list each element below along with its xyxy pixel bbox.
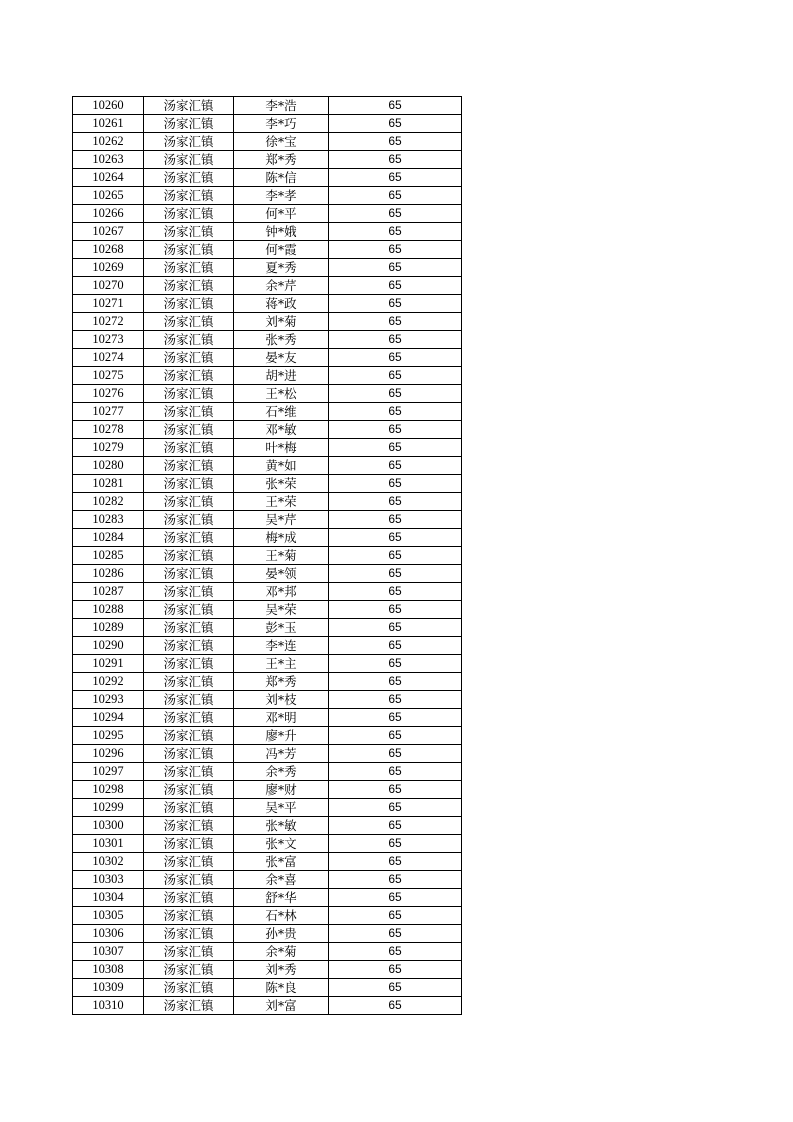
cell-name: 何*霞 [234,241,329,259]
cell-name: 李*巧 [234,115,329,133]
cell-name: 邓*邦 [234,583,329,601]
cell-amount: 65 [329,205,462,223]
table-row [73,493,462,511]
cell-amount: 65 [329,259,462,277]
table-row [73,187,462,205]
cell-name: 何*平 [234,205,329,223]
table-row [73,727,462,745]
cell-amount: 65 [329,331,462,349]
cell-id: 10280 [73,457,144,475]
cell-town: 汤家汇镇 [144,691,234,709]
cell-amount: 65 [329,763,462,781]
cell-id: 10294 [73,709,144,727]
cell-amount: 65 [329,385,462,403]
table-row [73,313,462,331]
cell-name: 王*松 [234,385,329,403]
table-row [73,781,462,799]
cell-id: 10279 [73,439,144,457]
cell-name: 黄*如 [234,457,329,475]
cell-town: 汤家汇镇 [144,475,234,493]
table-row [73,475,462,493]
cell-name: 廖*财 [234,781,329,799]
cell-id: 10297 [73,763,144,781]
cell-name: 吴*平 [234,799,329,817]
cell-name: 李*孝 [234,187,329,205]
table-row [73,349,462,367]
cell-name: 王*荣 [234,493,329,511]
cell-town: 汤家汇镇 [144,799,234,817]
table-row [73,223,462,241]
cell-town: 汤家汇镇 [144,403,234,421]
table-row [73,529,462,547]
cell-town: 汤家汇镇 [144,853,234,871]
cell-amount: 65 [329,997,462,1015]
cell-town: 汤家汇镇 [144,133,234,151]
cell-amount: 65 [329,727,462,745]
cell-id: 10265 [73,187,144,205]
cell-name: 钟*娥 [234,223,329,241]
cell-amount: 65 [329,115,462,133]
cell-amount: 65 [329,745,462,763]
cell-amount: 65 [329,223,462,241]
cell-id: 10301 [73,835,144,853]
cell-id: 10264 [73,169,144,187]
cell-town: 汤家汇镇 [144,835,234,853]
table-row [73,439,462,457]
cell-amount: 65 [329,493,462,511]
cell-town: 汤家汇镇 [144,997,234,1015]
cell-town: 汤家汇镇 [144,727,234,745]
cell-id: 10295 [73,727,144,745]
cell-id: 10282 [73,493,144,511]
table-row [73,817,462,835]
cell-amount: 65 [329,151,462,169]
cell-id: 10302 [73,853,144,871]
table-row [73,835,462,853]
cell-id: 10270 [73,277,144,295]
cell-id: 10268 [73,241,144,259]
table-row [73,403,462,421]
cell-id: 10296 [73,745,144,763]
table-row [73,601,462,619]
cell-id: 10262 [73,133,144,151]
cell-id: 10266 [73,205,144,223]
cell-town: 汤家汇镇 [144,709,234,727]
cell-name: 余*秀 [234,763,329,781]
cell-amount: 65 [329,97,462,115]
cell-town: 汤家汇镇 [144,457,234,475]
table-row [73,331,462,349]
cell-amount: 65 [329,403,462,421]
cell-id: 10298 [73,781,144,799]
cell-name: 李*浩 [234,97,329,115]
cell-amount: 65 [329,169,462,187]
cell-name: 郑*秀 [234,673,329,691]
cell-name: 张*敏 [234,817,329,835]
cell-town: 汤家汇镇 [144,565,234,583]
cell-amount: 65 [329,313,462,331]
cell-id: 10281 [73,475,144,493]
cell-amount: 65 [329,619,462,637]
cell-town: 汤家汇镇 [144,277,234,295]
cell-amount: 65 [329,439,462,457]
table-row [73,511,462,529]
cell-amount: 65 [329,367,462,385]
cell-name: 晏*友 [234,349,329,367]
cell-town: 汤家汇镇 [144,313,234,331]
cell-id: 10278 [73,421,144,439]
cell-id: 10303 [73,871,144,889]
table-row [73,745,462,763]
data-table [72,96,462,1015]
cell-town: 汤家汇镇 [144,529,234,547]
cell-amount: 65 [329,961,462,979]
cell-name: 石*维 [234,403,329,421]
cell-town: 汤家汇镇 [144,421,234,439]
cell-name: 吴*芹 [234,511,329,529]
cell-amount: 65 [329,421,462,439]
cell-id: 10263 [73,151,144,169]
cell-amount: 65 [329,187,462,205]
cell-amount: 65 [329,511,462,529]
cell-id: 10269 [73,259,144,277]
cell-amount: 65 [329,673,462,691]
cell-id: 10284 [73,529,144,547]
table-row [73,457,462,475]
cell-id: 10289 [73,619,144,637]
cell-name: 余*芹 [234,277,329,295]
table-row [73,367,462,385]
cell-amount: 65 [329,871,462,889]
cell-town: 汤家汇镇 [144,115,234,133]
cell-amount: 65 [329,547,462,565]
table-row [73,259,462,277]
table-row [73,673,462,691]
cell-id: 10290 [73,637,144,655]
cell-town: 汤家汇镇 [144,547,234,565]
cell-amount: 65 [329,133,462,151]
cell-name: 张*秀 [234,331,329,349]
table-row [73,907,462,925]
cell-amount: 65 [329,475,462,493]
cell-name: 王*菊 [234,547,329,565]
cell-id: 10299 [73,799,144,817]
cell-town: 汤家汇镇 [144,943,234,961]
cell-name: 冯*芳 [234,745,329,763]
cell-name: 刘*富 [234,997,329,1015]
table-row [73,961,462,979]
cell-name: 孙*贵 [234,925,329,943]
cell-id: 10267 [73,223,144,241]
cell-id: 10291 [73,655,144,673]
cell-town: 汤家汇镇 [144,979,234,997]
cell-id: 10287 [73,583,144,601]
cell-name: 梅*成 [234,529,329,547]
cell-id: 10285 [73,547,144,565]
table-row [73,997,462,1015]
cell-name: 余*喜 [234,871,329,889]
cell-town: 汤家汇镇 [144,619,234,637]
cell-amount: 65 [329,691,462,709]
cell-name: 陈*信 [234,169,329,187]
table-row [73,691,462,709]
table-row [73,115,462,133]
cell-name: 舒*华 [234,889,329,907]
table-row [73,385,462,403]
cell-id: 10307 [73,943,144,961]
cell-name: 陈*良 [234,979,329,997]
table-row [73,565,462,583]
table-row [73,619,462,637]
cell-name: 吴*荣 [234,601,329,619]
table-row [73,547,462,565]
cell-amount: 65 [329,709,462,727]
cell-town: 汤家汇镇 [144,511,234,529]
cell-amount: 65 [329,295,462,313]
cell-town: 汤家汇镇 [144,223,234,241]
table-row [73,637,462,655]
table-row [73,655,462,673]
cell-amount: 65 [329,655,462,673]
cell-id: 10283 [73,511,144,529]
cell-name: 胡*进 [234,367,329,385]
cell-town: 汤家汇镇 [144,331,234,349]
cell-town: 汤家汇镇 [144,637,234,655]
table-body [73,97,462,1015]
cell-id: 10272 [73,313,144,331]
cell-amount: 65 [329,799,462,817]
table-row [73,889,462,907]
table-row [73,97,462,115]
cell-name: 张*文 [234,835,329,853]
cell-amount: 65 [329,817,462,835]
cell-name: 夏*秀 [234,259,329,277]
cell-name: 彭*玉 [234,619,329,637]
cell-amount: 65 [329,889,462,907]
cell-amount: 65 [329,835,462,853]
cell-amount: 65 [329,907,462,925]
cell-town: 汤家汇镇 [144,745,234,763]
cell-id: 10292 [73,673,144,691]
cell-name: 叶*梅 [234,439,329,457]
table-row [73,421,462,439]
cell-id: 10271 [73,295,144,313]
cell-town: 汤家汇镇 [144,97,234,115]
cell-id: 10305 [73,907,144,925]
cell-town: 汤家汇镇 [144,493,234,511]
cell-id: 10308 [73,961,144,979]
cell-amount: 65 [329,457,462,475]
cell-name: 徐*宝 [234,133,329,151]
cell-amount: 65 [329,853,462,871]
table-row [73,709,462,727]
cell-town: 汤家汇镇 [144,187,234,205]
cell-name: 余*菊 [234,943,329,961]
cell-amount: 65 [329,241,462,259]
cell-id: 10310 [73,997,144,1015]
table-row [73,205,462,223]
cell-name: 张*富 [234,853,329,871]
cell-amount: 65 [329,349,462,367]
cell-town: 汤家汇镇 [144,673,234,691]
cell-name: 石*林 [234,907,329,925]
cell-town: 汤家汇镇 [144,817,234,835]
table-row [73,169,462,187]
cell-town: 汤家汇镇 [144,907,234,925]
cell-name: 邓*明 [234,709,329,727]
cell-town: 汤家汇镇 [144,241,234,259]
cell-amount: 65 [329,637,462,655]
cell-town: 汤家汇镇 [144,439,234,457]
table-row [73,925,462,943]
cell-id: 10274 [73,349,144,367]
cell-id: 10288 [73,601,144,619]
cell-amount: 65 [329,529,462,547]
cell-amount: 65 [329,943,462,961]
cell-amount: 65 [329,565,462,583]
cell-amount: 65 [329,781,462,799]
table-row [73,799,462,817]
cell-name: 蒋*政 [234,295,329,313]
cell-id: 10293 [73,691,144,709]
cell-id: 10304 [73,889,144,907]
table-row [73,853,462,871]
cell-id: 10306 [73,925,144,943]
table-row [73,583,462,601]
cell-town: 汤家汇镇 [144,151,234,169]
cell-amount: 65 [329,583,462,601]
cell-town: 汤家汇镇 [144,367,234,385]
table-row [73,133,462,151]
table-row [73,943,462,961]
table-row [73,871,462,889]
cell-id: 10286 [73,565,144,583]
cell-name: 晏*领 [234,565,329,583]
cell-town: 汤家汇镇 [144,961,234,979]
cell-name: 廖*升 [234,727,329,745]
table-row [73,979,462,997]
cell-name: 李*连 [234,637,329,655]
cell-id: 10277 [73,403,144,421]
cell-town: 汤家汇镇 [144,781,234,799]
table-row [73,763,462,781]
cell-id: 10260 [73,97,144,115]
cell-name: 邓*敏 [234,421,329,439]
cell-name: 刘*秀 [234,961,329,979]
cell-town: 汤家汇镇 [144,601,234,619]
table-row [73,295,462,313]
cell-name: 刘*枝 [234,691,329,709]
cell-id: 10276 [73,385,144,403]
cell-amount: 65 [329,277,462,295]
cell-town: 汤家汇镇 [144,259,234,277]
cell-amount: 65 [329,979,462,997]
cell-id: 10309 [73,979,144,997]
cell-amount: 65 [329,601,462,619]
cell-name: 张*荣 [234,475,329,493]
cell-name: 王*主 [234,655,329,673]
cell-town: 汤家汇镇 [144,205,234,223]
cell-town: 汤家汇镇 [144,295,234,313]
table-row [73,277,462,295]
cell-name: 刘*菊 [234,313,329,331]
cell-amount: 65 [329,925,462,943]
cell-town: 汤家汇镇 [144,889,234,907]
cell-town: 汤家汇镇 [144,655,234,673]
cell-town: 汤家汇镇 [144,871,234,889]
cell-id: 10273 [73,331,144,349]
cell-town: 汤家汇镇 [144,169,234,187]
cell-town: 汤家汇镇 [144,763,234,781]
cell-town: 汤家汇镇 [144,385,234,403]
table-row [73,151,462,169]
cell-town: 汤家汇镇 [144,925,234,943]
cell-id: 10300 [73,817,144,835]
cell-town: 汤家汇镇 [144,583,234,601]
cell-town: 汤家汇镇 [144,349,234,367]
cell-name: 郑*秀 [234,151,329,169]
cell-id: 10261 [73,115,144,133]
table-row [73,241,462,259]
cell-id: 10275 [73,367,144,385]
